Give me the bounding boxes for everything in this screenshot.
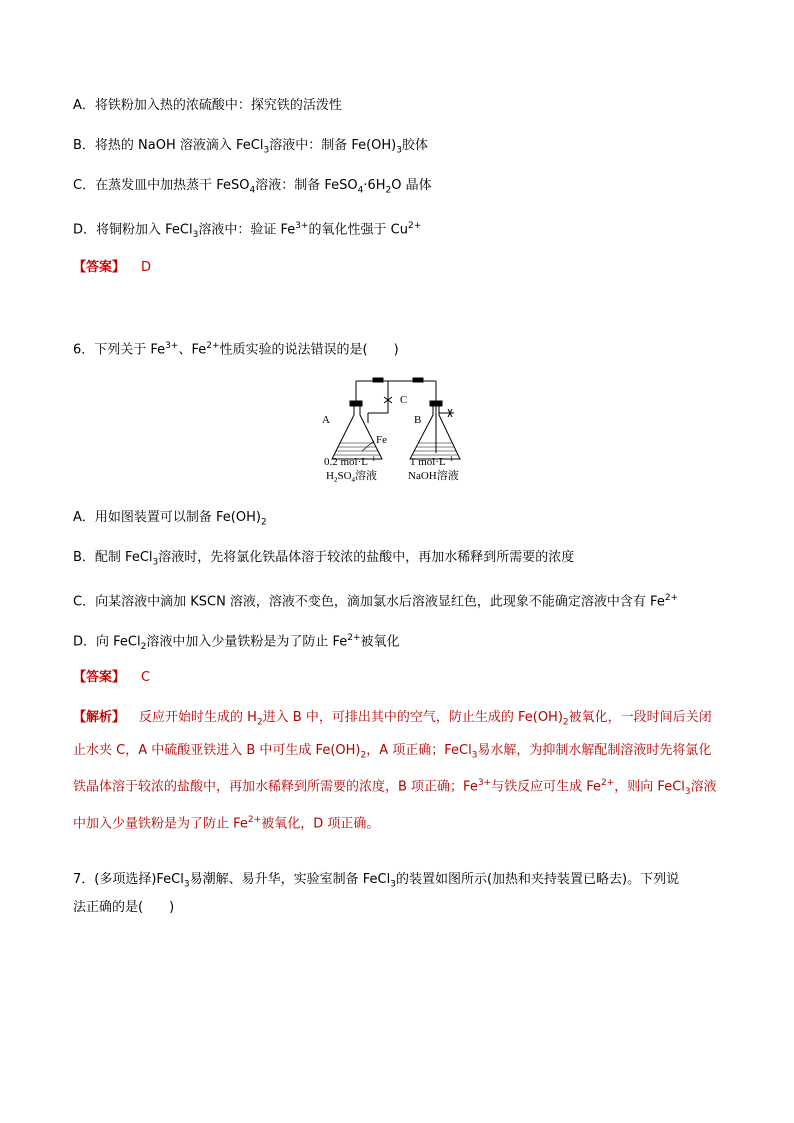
label-b: B xyxy=(414,414,422,426)
q6-option-b: B．配制 FeCl$_3$溶液时，先将氯化铁晶体溶于较浓的盐酸中，再加水稀释到所需要的浓度 xyxy=(73,550,575,568)
left-concentration: 0.2 $mol\cdot L^{-1}$ xyxy=(324,455,376,468)
q6-stem: 6．下列关于 $Fe^{3+}$、$Fe^{2+}$性质实验的说法错误的是( ) xyxy=(73,341,399,358)
q6-answer: 【答案】 C xyxy=(73,670,151,685)
q6-analysis: 【解析】 反应开始时生成的 $H_2$进入 B 中，可排出其中的空气，防止生成的 $Fe(OH)_2$被氧化，一段时间后关闭止水夹 C，A 中硫酸亚铁进入 B 中可生成 $Fe(OH)_2$，A 项正确；FeCl$_3$易水解，为抑制水解配制溶液时先将氯化铁晶体溶于较浓的盐酸中，再加水稀释到所需要的浓度，B 项正确；$Fe^{3+}$与铁反应可生成 $Fe^{2+}$，则向 FeCl$_3$溶液中加入少量铁粉是为了防止 $Fe^{2+}$被氧化，D 项正确。 xyxy=(73,710,717,832)
apparatus-figure xyxy=(318,373,478,485)
label-fe: Fe xyxy=(376,434,387,446)
right-solution: NaOH溶液 xyxy=(408,470,459,482)
q6-option-d: D．向 FeCl$_2$溶液中加入少量铁粉是为了防止 $Fe^{2+}$被氧化 xyxy=(73,633,400,652)
label-a: A xyxy=(322,414,330,426)
q5-option-d: D．将铜粉加入 FeCl$_3$溶液中：验证 $Fe^{3+}$的氧化性强于 $Cu^{2+}$ xyxy=(73,221,422,240)
q5-answer: 【答案】 D xyxy=(73,260,152,275)
q6-option-a: A．用如图装置可以制备 $Fe(OH)_2$ xyxy=(73,510,267,528)
q7-stem-line1: 7．(多项选择)FeCl$_3$易潮解、易升华，实验室制备 FeCl$_3$的装置如图所示(加热和夹持装置已略去)。下列说 xyxy=(73,872,680,890)
right-concentration: 1 $mol\cdot L^{-1}$ xyxy=(410,455,454,468)
q6-option-c: C．向某溶液中滴加 KSCN 溶液，溶液不变色，滴加氯水后溶液显红色，此现象不能确定溶液中含有 $Fe^{2+}$ xyxy=(73,593,679,610)
q5-option-c: C．在蒸发皿中加热蒸干 FeSO$_4$溶液：制备 $FeSO_4\cdot 6H_2O$ 晶体 xyxy=(73,178,432,196)
q5-option-b: B．将热的 NaOH 溶液滴入 FeCl$_3$溶液中：制备 $Fe(OH)_3$胶体 xyxy=(73,138,429,156)
left-solution: $H_2SO_4$溶液 xyxy=(326,470,378,484)
q7-stem-line2: 法正确的是( ) xyxy=(73,900,175,915)
label-c: C xyxy=(400,394,408,406)
q5-option-a: A．将铁粉加入热的浓硫酸中：探究铁的活泼性 xyxy=(73,98,342,113)
